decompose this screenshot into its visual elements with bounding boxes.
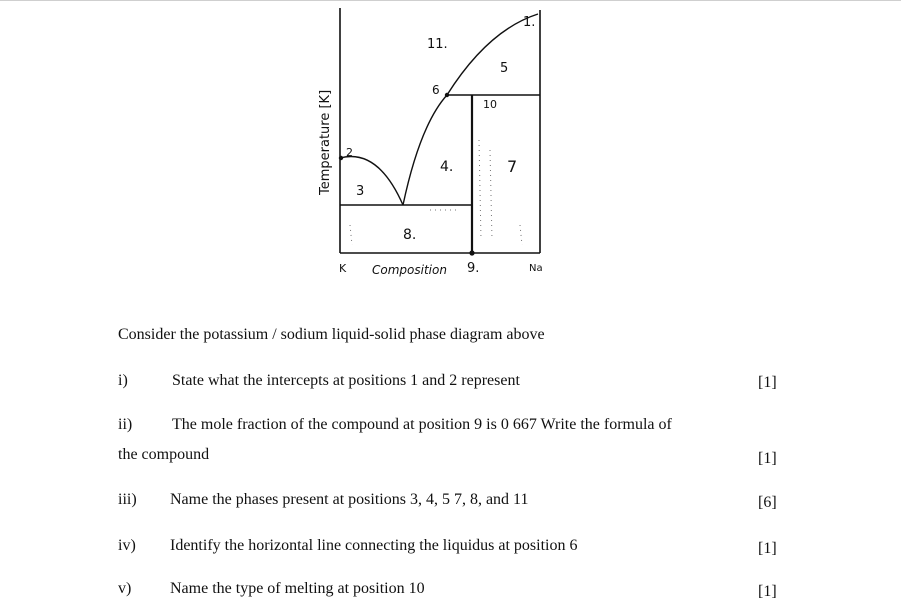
liquidus-middle <box>403 95 447 205</box>
point-2-dot <box>339 156 343 160</box>
x-axis-right-end: Na <box>529 263 543 274</box>
question-4-text: Identify the horizontal line connecting the liquidus at position 6 <box>170 537 578 554</box>
question-1-text: State what the intercepts at positions 1 and 2 represent <box>172 372 520 389</box>
question-4-marks: [1] <box>758 540 777 557</box>
question-2-text: The mole fraction of the compound at position 9 is 0 667 Write the formula of <box>172 416 672 433</box>
question-4-number: iv) <box>118 537 136 554</box>
question-5-marks: [1] <box>758 583 777 600</box>
label-4: 4. <box>440 159 454 175</box>
label-3: 3 <box>356 184 365 199</box>
label-1: 1. <box>523 15 536 30</box>
question-5-text: Name the type of melting at position 10 <box>170 580 425 597</box>
label-11: 11. <box>427 37 448 52</box>
point-9-dot <box>469 250 474 255</box>
question-3-text: Name the phases present at positions 3, 4, 5 7, 8, and 11 <box>170 491 529 508</box>
label-6: 6 <box>432 83 440 97</box>
y-axis-label: Temperature [K] <box>318 89 333 195</box>
question-1-number: i) <box>118 372 128 389</box>
question-2-number: ii) <box>118 416 133 433</box>
question-3-number: iii) <box>118 491 137 508</box>
x-axis-label: Composition <box>372 263 447 277</box>
phase-diagram <box>0 0 901 300</box>
label-7: 7 <box>507 157 518 176</box>
label-5: 5 <box>500 61 509 76</box>
liquidus-left <box>340 157 403 205</box>
intro-text: Consider the potassium / sodium liquid-solid phase diagram above <box>118 326 545 343</box>
dotted-marks <box>350 140 522 245</box>
label-2: 2 <box>346 146 353 159</box>
question-2-marks: [1] <box>758 450 777 467</box>
question-3-marks: [6] <box>758 494 777 511</box>
x-axis-left-end: K <box>339 262 347 275</box>
label-10: 10 <box>483 98 497 111</box>
question-2-text-cont: the compound <box>118 446 210 463</box>
point-6-dot <box>445 93 449 97</box>
label-9: 9. <box>467 261 480 276</box>
question-1-marks: [1] <box>758 374 777 391</box>
label-8: 8. <box>403 227 417 243</box>
question-5-number: v) <box>118 580 132 597</box>
